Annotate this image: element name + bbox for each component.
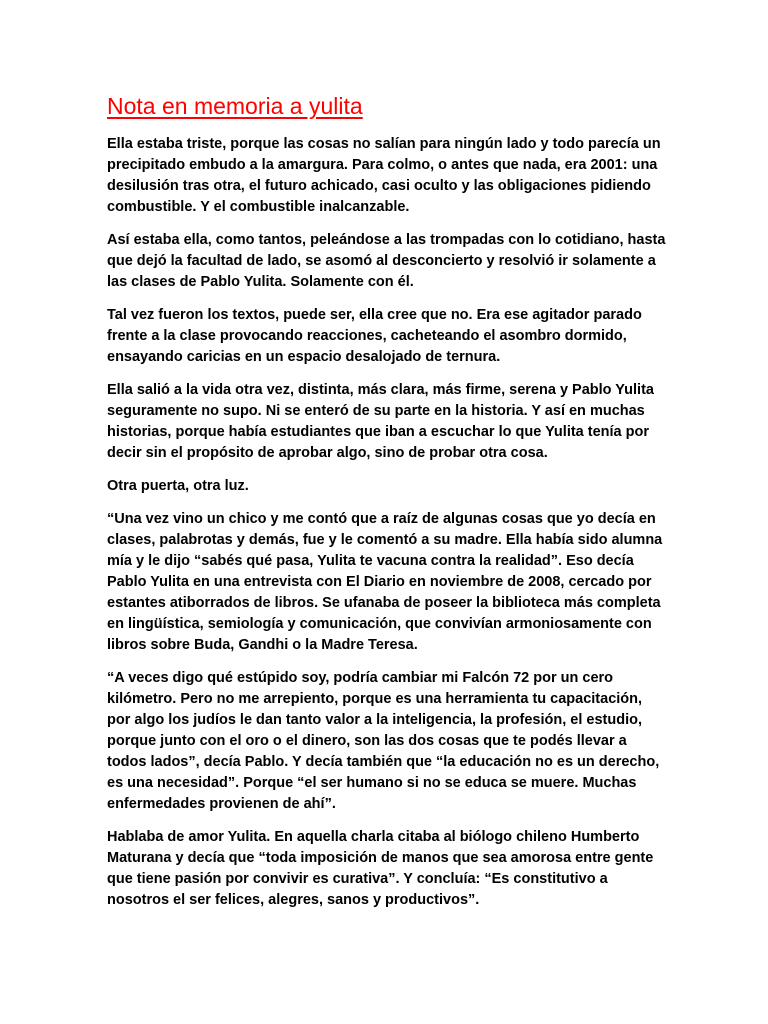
document-page bbox=[107, 92, 667, 923]
document-title: Nota en memoria a yulita bbox=[107, 93, 363, 119]
paragraph-2: Así estaba ella, como tantos, peleándose a las trompadas con lo cotidiano, hasta que dejó la facultad de lado, se asomó al desconcierto y resolvió ir solamente a las clases de Pablo Yulita. Solamente con él. bbox=[107, 232, 666, 290]
paragraph-3: Tal vez fueron los textos, puede ser, ella cree que no. Era ese agitador parado frente a la clase provocando reacciones, cacheteando el asombro dormido, ensayando caricias en un espacio desalojado de ternura. bbox=[107, 307, 642, 365]
paragraph-1: Ella estaba triste, porque las cosas no salían para ningún lado y todo parecía un precipitado embudo a la amargura. Para colmo, o antes que nada, era 2001: una desilusión tras otra, el futuro achicado, casi oculto y las obligaciones pidiendo combustible. Y el combustible inalcanzable. bbox=[107, 136, 661, 215]
paragraph-6: “Una vez vino un chico y me contó que a raíz de algunas cosas que yo decía en clases, palabrotas y demás, fue y le comentó a su madre. Ella había sido alumna mía y le dijo “sabés qué pasa, Yulita te vacuna contra la realidad”. Eso decía Pablo Yulita en una entrevista con El Diario en noviembre de 2008, cercado por estantes atiborrados de libros. Se ufanaba de poseer la biblioteca más completa en lingüística, semiología y comunicación, que convivían armoniosamente con libros sobre Buda, Gandhi o la Madre Teresa. bbox=[107, 511, 663, 653]
paragraph-7: “A veces digo qué estúpido soy, podría cambiar mi Falcón 72 por un cero kilómetro. Pero no me arrepiento, porque es una herramienta tu capacitación, por algo los judíos le dan tanto valor a la inteligencia, la profesión, el estudio, porque junto con el oro o el dinero, son las dos cosas que te podés llevar a todos lados”, decía Pablo. Y decía también que “la educación no es un derecho, es una necesidad”. Porque “el ser humano si no se educa se muere. Muchas enfermedades provienen de ahí”. bbox=[107, 670, 660, 812]
paragraph-8: Hablaba de amor Yulita. En aquella charla citaba al biólogo chileno Humberto Maturana y decía que “toda imposición de manos que sea amorosa entre gente que tiene pasión por convivir es curativa”. Y concluía: “Es constitutivo a nosotros el ser felices, alegres, sanos y productivos”. bbox=[107, 829, 654, 908]
paragraph-4: Ella salió a la vida otra vez, distinta, más clara, más firme, serena y Pablo Yulita seguramente no supo. Ni se enteró de su parte en la historia. Y así en muchas historias, porque había estudiantes que iban a escuchar lo que Yulita tenía por decir sin el propósito de aprobar algo, sino de probar otra cosa. bbox=[107, 382, 654, 461]
paragraph-5: Otra puerta, otra luz. bbox=[107, 478, 249, 494]
